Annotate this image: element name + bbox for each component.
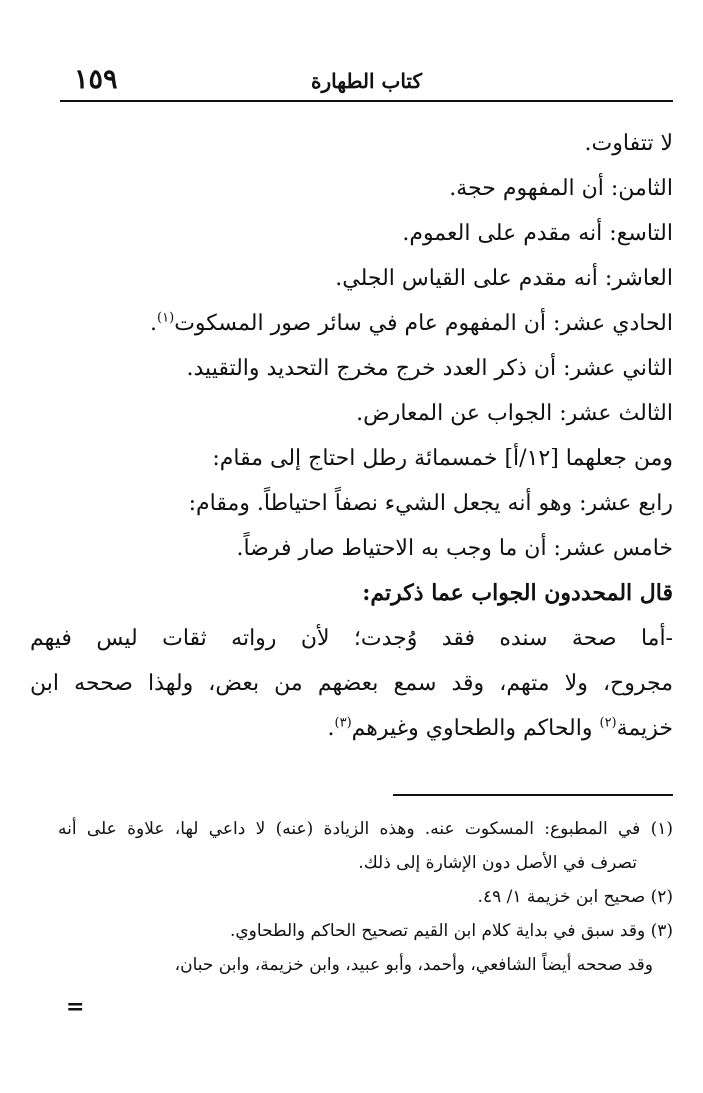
running-title: كتاب الطهارة (311, 69, 422, 93)
text-line (30, 706, 673, 751)
footnotes (58, 812, 673, 982)
footnote-3: (٣) وقد سبق في بداية كلام ابن القيم تصحيح الحاكم والطحاوي. (229, 921, 673, 941)
footnote-ref-1: (١) (157, 310, 175, 326)
text-line: الثاني عشر: أن ذكر العدد خرج مخرج التحديد والتقييد. (186, 356, 673, 381)
text-line: لا تتفاوت. (584, 131, 673, 156)
footnote-separator (393, 794, 673, 796)
text-span: . (327, 716, 335, 741)
text-line: العاشر: أنه مقدم على القياس الجلي. (335, 266, 673, 291)
footnote-3-continuation: وقد صححه أيضاً الشافعي، وأحمد، وأبو عبيد، وابن خزيمة، وابن حبان، (174, 955, 653, 975)
footnote-1-continuation: تصرف في الأصل دون الإشارة إلى ذلك. (358, 853, 637, 873)
footnote-1: (١) في المطبوع: المسكوت عنه. وهذه الزيادة (عنه) لا داعي لها، علاوة على أنه (58, 819, 673, 839)
text-span: والحاكم والطحاوي وغيرهم (351, 716, 600, 741)
text-line (30, 301, 673, 346)
text-line: ومن جعلهما [١٢/أ] خمسمائة رطل احتاج إلى مقام: (212, 446, 673, 471)
page-number: ١٥٩ (74, 64, 118, 95)
footnote-ref-3: (٣) (334, 715, 352, 731)
continuation-mark: = (66, 994, 85, 1020)
footnote-ref-2: (٢) (599, 715, 617, 731)
main-text (30, 121, 673, 751)
text-line: مجروح، ولا متهم، وقد سمع بعضهم من بعض، ولهذا صححه ابن (30, 671, 673, 696)
text-line: التاسع: أنه مقدم على العموم. (402, 221, 673, 246)
text-line: الثالث عشر: الجواب عن المعارض. (356, 401, 673, 426)
text-line: رابع عشر: وهو أنه يجعل الشيء نصفاً احتياطاً. ومقام: (188, 491, 673, 516)
text-line: الثامن: أن المفهوم حجة. (449, 176, 673, 201)
text-span: . (150, 311, 158, 336)
footnote-2: (٢) صحيح ابن خزيمة ١/ ٤٩. (477, 887, 673, 907)
text-span: الحادي عشر: أن المفهوم عام في سائر صور المسكوت (174, 311, 673, 336)
text-line: خامس عشر: أن ما وجب به الاحتياط صار فرضاً. (236, 536, 673, 561)
text-line: -أما صحة سنده فقد وُجدت؛ لأن رواته ثقات ليس فيهم (30, 626, 673, 651)
text-span: خزيمة (616, 716, 673, 741)
page-header (60, 62, 673, 102)
section-heading: قال المحددون الجواب عما ذكرتم: (362, 580, 673, 606)
